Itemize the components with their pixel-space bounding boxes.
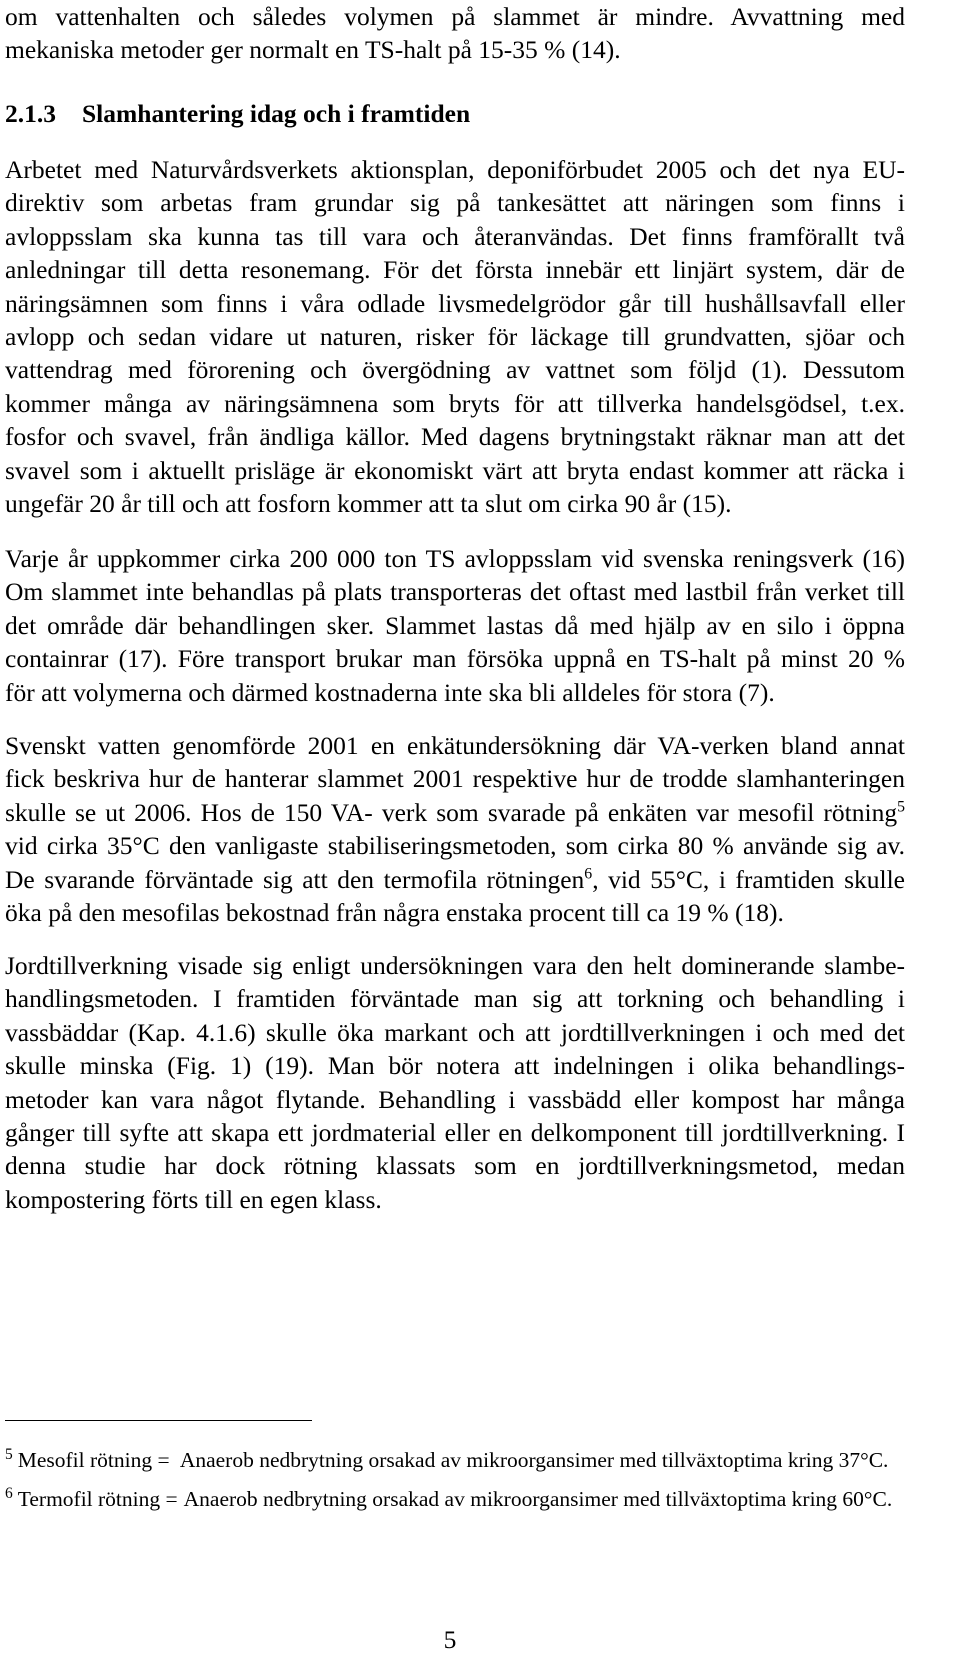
section-number: 2.1.3 — [5, 99, 56, 128]
text-line: skulle minska (Fig. 1) (19). Man bör notera att indelningen i olika behandlings- — [5, 1051, 905, 1081]
footnote-term: Mesofil rötning = — [17, 1448, 170, 1472]
text-line: containrar (17). Före transport brukar man försöka uppnå en TS-halt på minst 20 % — [5, 644, 905, 674]
text-line: öka på den mesofilas bekostnad från några enstaka procent till ca 19 % (18). — [5, 897, 784, 927]
text-line: metoder kan vara något flytande. Behandling i vassbädd eller kompost har många — [5, 1084, 905, 1114]
text-line: Om slammet inte behandlas på plats transporteras det oftast med lastbil från verket till — [5, 577, 905, 607]
text-line: anledningar till detta resonemang. För det första innebär ett linjärt system, där de — [5, 255, 905, 285]
paragraph — [5, 949, 905, 1216]
text-line: denna studie har dock rötning klassats som en jordtillverkningsmetod, medan — [5, 1151, 905, 1181]
text-line: Arbetet med Naturvårdsverkets aktionsplan, deponiförbudet 2005 och det nya EU- — [5, 155, 905, 184]
text-line: avlopp och sedan vidare ut naturen, risker för läckage till grundvatten, sjöar och — [5, 321, 905, 351]
text-line: näringsämnen som finns i våra odlade livsmedelgrödor går till hushållsavfall eller — [5, 288, 905, 318]
text-line: Jordtillverkning visade sig enligt undersökningen vara den helt dominerande slambe- — [5, 951, 905, 980]
page-number: 5 — [443, 1625, 457, 1654]
text-segment: skulle se ut 2006. Hos de 150 VA- verk som svarade på enkäten var mesofil rötning — [5, 797, 898, 827]
footnote-reference: 6 — [584, 865, 593, 883]
text-line: fosfor och svavel, från ändliga källor. Med dagens brytningstakt räknar man att det — [5, 422, 905, 452]
text-segment: De svarande förväntade sig att den termofila rötningen — [5, 864, 585, 894]
text-line: svavel som i aktuellt prisläge är ekonomiskt värt att bryta endast kommer att räcka i — [5, 455, 905, 485]
text-line: fick beskriva hur de hanterar slammet 2001 respektive hur de trodde slamhanteringen — [5, 764, 905, 794]
text-line: ungefär 20 år till och att fosforn kommer att ta slut om cirka 90 år (15). — [5, 488, 732, 518]
footnote-term: Termofil rötning = — [17, 1487, 178, 1511]
footnote-marker: 6 — [5, 1484, 13, 1502]
text-line: Svenskt vatten genomförde 2001 en enkätundersökning där VA-verken bland annat — [5, 731, 905, 760]
text-line: mekaniska metoder ger normalt en TS-halt på 15-35 % (14). — [5, 35, 621, 65]
text-line: om vattenhalten och således volymen på slammet är mindre. Avvattning med — [5, 2, 905, 31]
text-line: vid cirka 35°C den vanligaste stabiliseringsmetoden, som cirka 80 % använde sig av. — [5, 831, 905, 861]
section-title: Slamhantering idag och i framtiden — [82, 99, 471, 128]
footnote-definition: Anaerob nedbrytning orsakad av mikroorgansimer med tillväxtoptima kring 60°C. — [183, 1487, 893, 1511]
paragraph-intro — [5, 0, 905, 67]
text-line: Varje år uppkommer cirka 200 000 ton TS avloppsslam vid svenska reningsverk (16) — [5, 544, 905, 573]
text-line: det område där behandlingen sker. Slammet lastas då med hjälp av en silo i öppna — [5, 610, 905, 640]
text-line — [5, 863, 905, 896]
text-line: för att volymerna och därmed kostnaderna inte ska bli alldeles för stora (7). — [5, 677, 775, 707]
text-line: vassbäddar (Kap. 4.1.6) skulle öka markant och att jordtillverkningen i och med det — [5, 1017, 905, 1047]
text-line: kommer många av näringsämnena som bryts för att tillverka handelsgödsel, t.ex. — [5, 388, 905, 418]
text-line: gånger till syfte att skapa ett jordmaterial eller en delkomponent till jordtillverkning. I — [5, 1117, 905, 1147]
text-line — [5, 796, 905, 829]
section-heading — [5, 97, 905, 130]
text-line: vattendrag med förorening och övergödning av vattnet som följd (1). Dessutom — [5, 355, 905, 385]
footnote — [5, 1447, 905, 1473]
footnote-marker: 5 — [5, 1445, 13, 1463]
text-line: avloppsslam ska kunna tas till vara och återanvändas. Det finns framförallt två — [5, 221, 905, 251]
text-segment: , vid 55°C, i framtiden skulle — [592, 864, 905, 894]
text-line: kompostering förts till en egen klass. — [5, 1184, 382, 1214]
footnote-separator — [5, 1420, 312, 1421]
footnote — [5, 1486, 905, 1512]
footnote-reference: 5 — [897, 798, 905, 816]
paragraph — [5, 542, 905, 709]
paragraph — [5, 729, 905, 929]
paragraph — [5, 153, 905, 520]
text-line: handlingsmetoden. I framtiden förväntade man sig att torkning och behandling i — [5, 984, 905, 1014]
footnote-definition: Anaerob nedbrytning orsakad av mikroorgansimer med tillväxtoptima kring 37°C. — [179, 1448, 889, 1472]
text-line: direktiv som arbetas fram grundar sig på tankesättet att näringen som finns i — [5, 188, 905, 218]
